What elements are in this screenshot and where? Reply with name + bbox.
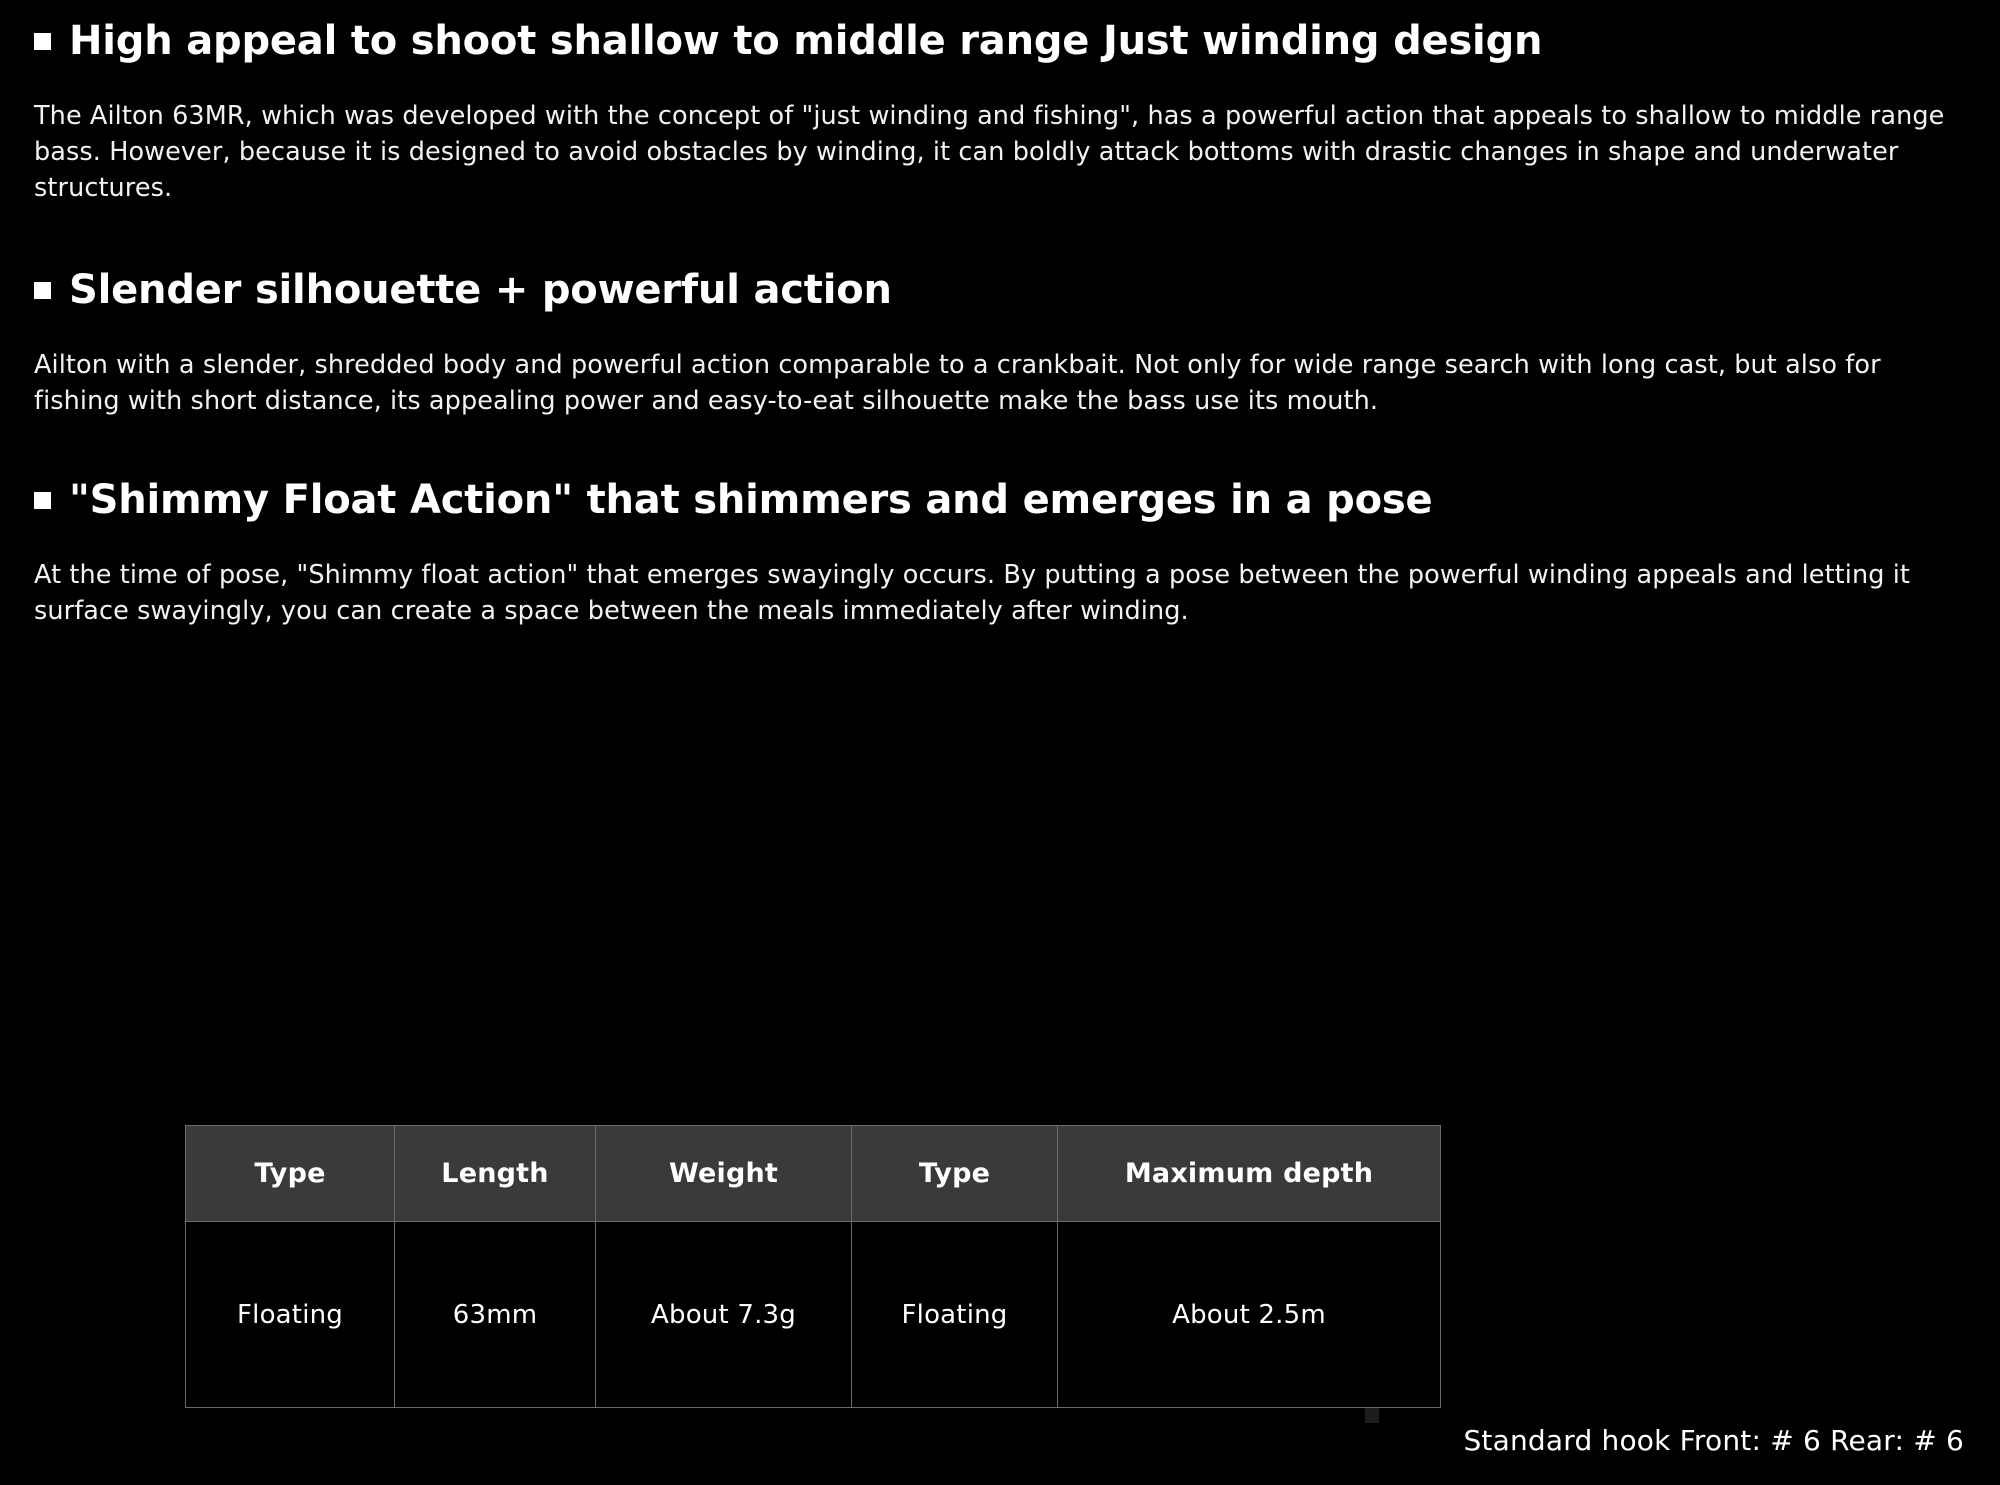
table-header-cell: Type: [186, 1126, 395, 1222]
table-cell: 63mm: [395, 1222, 596, 1408]
section-heading-text: High appeal to shoot shallow to middle range Just winding design: [69, 18, 1543, 64]
section-heading: [34, 18, 1964, 64]
spec-table-container: [185, 1125, 1375, 1408]
spec-table-head: [186, 1126, 1441, 1222]
table-header-cell: Length: [395, 1126, 596, 1222]
table-header-row: [186, 1126, 1441, 1222]
section-body-text: The Ailton 63MR, which was developed with the concept of "just winding and fishing", has a powerful action that appeals to shallow to middle range bass. However, because it is designed to avoid obstacles by winding, it can boldly attack bottoms with drastic changes in shape and underwater structures.: [34, 101, 1945, 204]
bullet-square-icon: [34, 33, 51, 50]
section-body-text: At the time of pose, "Shimmy float action" that emerges swayingly occurs. By putting a pose between the powerful winding appeals and letting it surface swayingly, you can create a space between the meals immediately after winding.: [34, 560, 1910, 627]
section-heading-text: Slender silhouette + powerful action: [69, 266, 892, 313]
table-header-cell: Maximum depth: [1058, 1126, 1441, 1222]
section-heading: [34, 477, 1964, 523]
spec-table-body: [186, 1222, 1441, 1408]
table-row: [186, 1222, 1441, 1408]
section-heading: [34, 267, 1964, 313]
bullet-square-icon: [34, 492, 51, 509]
standard-hook-note: Standard hook Front: # 6 Rear: # 6: [1463, 1424, 1964, 1457]
table-cell: About 2.5m: [1058, 1222, 1441, 1408]
bullet-square-icon: [34, 282, 51, 299]
table-header-cell: Weight: [596, 1126, 852, 1222]
section-high-appeal: [34, 18, 1964, 207]
table-cell: Floating: [852, 1222, 1058, 1408]
table-cell: Floating: [186, 1222, 395, 1408]
document-content: [0, 0, 2000, 629]
section-body-text: Ailton with a slender, shredded body and powerful action comparable to a crankbait. Not only for wide range search with long cast, but also for fishing with short distance, its appealing power and easy-to-eat silhouette make the bass use its mouth.: [34, 349, 1881, 416]
section-heading-text: "Shimmy Float Action" that shimmers and emerges in a pose: [69, 477, 1433, 524]
table-cell: About 7.3g: [596, 1222, 852, 1408]
spec-table: [185, 1125, 1441, 1408]
table-header-cell: Type: [852, 1126, 1058, 1222]
section-slender-silhouette: [34, 267, 1964, 419]
section-shimmy-float-action: [34, 477, 1964, 629]
